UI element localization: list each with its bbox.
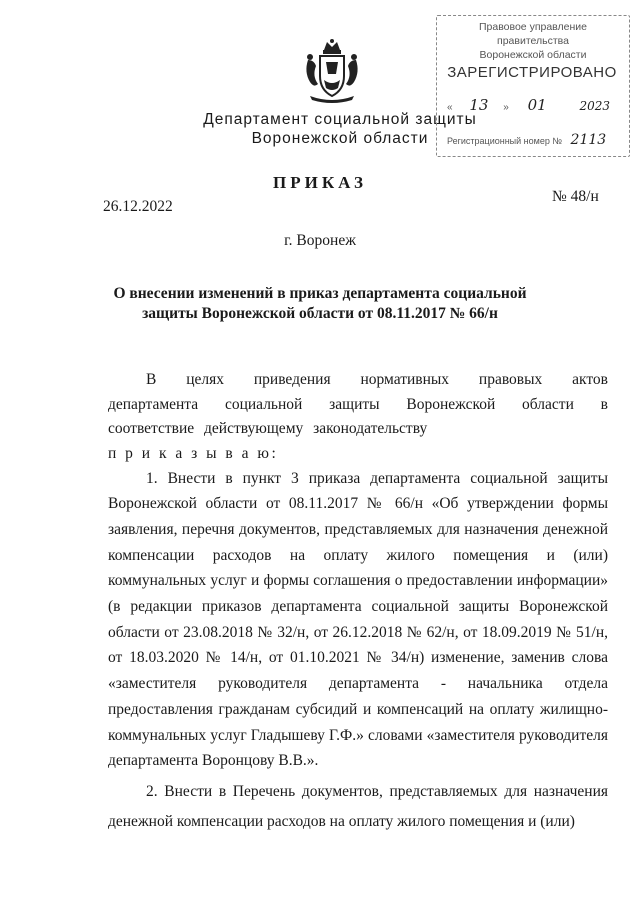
item-1-paragraph: 1. Внести в пункт 3 приказа департамента социальной защиты Воронежской области от 08.11.2017 № 66/н «Об утверждении формы заявления, перечня документов, представляемых для назначения денежной компенсации расходов на оплату жилого помещения и (или) коммунальных услуг и формы соглашения о предоставлении информации» (в редакции приказов департамента социальной защиты Воронежской области от 23.08.2018 № 32/н, от 26.12.2018 № 62/н, от 18.09.2019 № 51/н, от 18.03.2020 № 14/н, от 01.10.2021 № 34/н) изменение, заменив слова «заместителя руководителя департамента - начальника отдела предоставления гражданам субсидий и компенсаций на оплату жилищно-коммунальных услуг Гладышеву Г.Ф.» словами «заместителя руководителя департамента Воронцову В.В.». <box>108 469 608 770</box>
stamp-date-month: 01 <box>527 96 547 114</box>
stamp-number-value: 2113 <box>570 132 607 148</box>
document-number: № 48/н <box>552 188 599 205</box>
stamp-date-open-quote: « <box>447 102 453 113</box>
stamp-number-line <box>447 132 606 148</box>
document-body <box>108 368 608 837</box>
voronezh-coat-of-arms-emblem <box>302 38 362 106</box>
stamp-number-label: Регистрационный номер № <box>447 136 563 146</box>
document-city: г. Воронеж <box>284 232 356 249</box>
document-type-heading: ПРИКАЗ <box>273 173 367 192</box>
item-2-paragraph: 2. Внести в Перечень документов, представляемых для назначения денежной компенсации расходов на оплату жилого помещения и (или) <box>108 782 608 830</box>
department-line-2: Воронежской области <box>251 130 429 147</box>
stamp-registered-label: ЗАРЕГИСТРИРОВАНО <box>447 64 617 81</box>
registration-stamp <box>436 15 630 157</box>
stamp-date-line <box>447 96 610 114</box>
document-date: 26.12.2022 <box>103 198 173 215</box>
document-subject-title: О внесении изменений в приказ департамента социальной защиты Воронежской области от 08.11.2017 № 66/н <box>113 285 527 322</box>
stamp-authority <box>443 20 623 62</box>
prikazyvayu-line: п р и к а з ы в а ю: <box>108 444 279 462</box>
stamp-date-close-quote: » <box>503 102 509 113</box>
department-line-1: Департамент социальной защиты <box>203 111 477 128</box>
stamp-date-year: 2023 <box>579 99 610 113</box>
stamp-authority-line-2: Воронежской области <box>479 49 587 61</box>
stamp-authority-line-1: Правовое управление правительства <box>478 21 587 47</box>
preamble-paragraph: В целях приведения нормативных правовых актов департамента социальной защиты Воронежской области в соответствие действующему законодательству <box>108 371 608 437</box>
stamp-date-day: 13 <box>469 96 489 114</box>
